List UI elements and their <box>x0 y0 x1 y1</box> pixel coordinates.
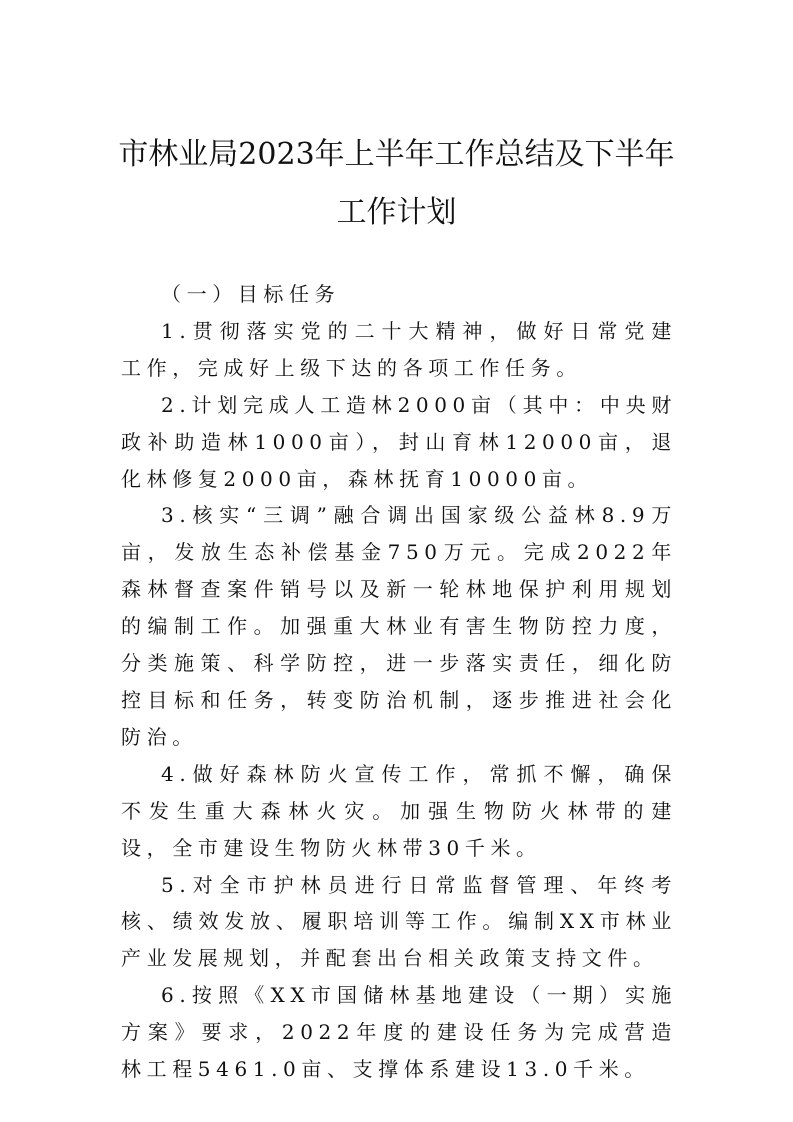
section-heading: （一）目标任务 <box>161 282 341 306</box>
document-title <box>110 126 683 242</box>
paragraph-6: 6.按照《XX市国储林基地建设（一期）实施方案》要求，2022年度的建设任务为完成营造林工程5461.0亩、支撑体系建设13.0千米。 <box>121 983 677 1082</box>
title-line-1: 市林业局2023年上半年工作总结及下半年 <box>118 137 675 172</box>
title-line-2: 工作计划 <box>336 195 457 230</box>
paragraph-1: 1.贯彻落实党的二十大精神，做好日常党建工作，完成好上级下达的各项工作任务。 <box>121 318 677 380</box>
paragraph-3: 3.核实“三调”融合调出国家级公益林8.9万亩，发放生态补偿基金750万元。完成2022年森林督查案件销号以及新一轮林地保护利用规划的编制工作。加强重大林业有害生物防控力度，分类施策、科学防控，进一步落实责任，细化防控目标和任务，转变防治机制，逐步推进社会化防治。 <box>121 503 677 749</box>
paragraph-4: 4.做好森林防火宣传工作，常抓不懈，确保不发生重大森林火灾。加强生物防火林带的建设，全市建设生物防火林带30千米。 <box>121 761 677 860</box>
paragraph-2: 2.计划完成人工造林2000亩（其中：中央财政补助造林1000亩），封山育林12000亩，退化林修复2000亩，森林抚育10000亩。 <box>121 392 677 491</box>
document-body <box>121 276 677 1088</box>
paragraph-5: 5.对全市护林员进行日常监督管理、年终考核、绩效发放、履职培训等工作。编制XX市林业产业发展规划，并配套出台相关政策支持文件。 <box>121 872 677 971</box>
